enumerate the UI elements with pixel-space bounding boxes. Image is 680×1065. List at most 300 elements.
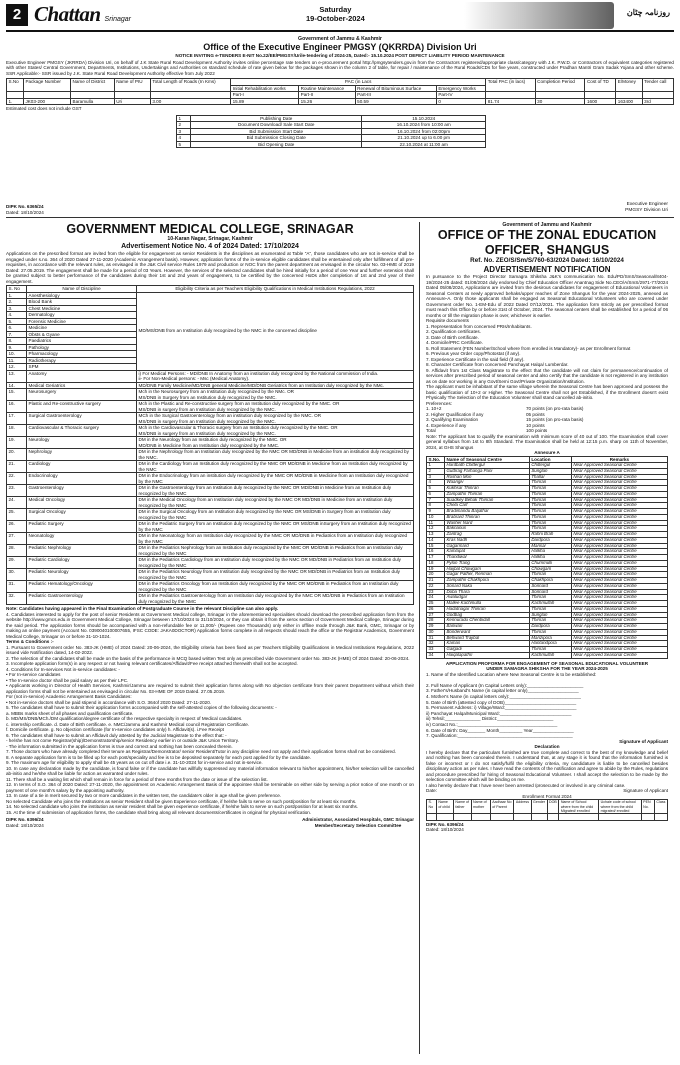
cell: Near Approved Seasonal Centre <box>571 612 667 618</box>
term-item: a. MBBs marks sheet of all phases and qualification certificate. <box>6 710 134 716</box>
term-item: 1. Pursuant to Government order No. 383-JK (HME) of 2024 Dated: 20-06-2024, the Eligibility criteria has been fixed as per Teachers Eligibility Qualifications in Medical Institutions Regulations, 2022 issued vide Notification dated, 14-02-2022. <box>6 644 414 655</box>
pref-points: 10 points <box>526 422 545 428</box>
cell: 28. <box>7 545 27 557</box>
zeo-advertisement <box>426 222 668 1054</box>
table-row <box>7 401 414 413</box>
cell: 1. <box>7 292 27 299</box>
cell: 21. <box>7 461 27 473</box>
pref-label: 3. Qualifying Examination <box>426 417 479 423</box>
cell: 32. <box>7 593 27 605</box>
cell: Gastroenterology <box>27 485 137 497</box>
cell: Document Download/ Sale Start Date <box>191 122 362 129</box>
zeo-pref-heading: Preferences: <box>426 400 453 406</box>
cell: Cardiology <box>27 461 137 473</box>
cell: Mch in the Neurosurgery from an Institution duly recognized by the NMc. OR MS/DNB in Surgery from an Institution duly recognized by the NMC. <box>137 389 414 401</box>
gmc-sign2: Member/Secretary Selection Committee <box>314 822 402 828</box>
form-line: 6. Date of Birth: Day_______ Month_________ Year________________ <box>426 727 574 733</box>
cell: Near Approved Seasonal Centre <box>571 503 667 509</box>
cell: 8. <box>7 338 27 345</box>
cell <box>599 814 642 821</box>
cell: Zantrag <box>445 532 530 538</box>
gmc-para-4: 4. Candidates interested to apply for the post of senior Residents at Government Medical college, Srinagar in the aforementioned specialities should download the prescribed application form from the website http://www.gmcs.edu.in Government Medical College, Srinagar between 17/10/2024 to 31/10/2024, or they can obtain it from the xerox section of Government Medical College, Srinagar during the said period. The application forms should be accompanied with a non-refundable fee or 11,000/- (Rupees one Thousands) only either in offline mode through J&K Bank, GMC, Srinagar or by making an online payment (Account No. 0390040100007655, IFSC CODE: JAKA0DOCTOR) Application forms complete in all respects should reach the office or the Registrar Academics, Government Medical College, Srinagar on or before 31-10-1024. <box>6 611 414 639</box>
cell: Dermatology <box>27 312 137 319</box>
cell <box>471 814 490 821</box>
cell <box>490 814 514 821</box>
cell: Near Approved Seasonal Centre <box>571 537 667 543</box>
cell: 23. <box>7 485 27 497</box>
cell: Kukhsar Thinran <box>445 486 530 492</box>
term-item: 2. The selection of the candidates shall be made on the basis of the performance in MCQ based written Test only as prescribed vide Government order No. 383-JK (HME) Of 2024 Dated: 20-06-2024. <box>6 655 410 661</box>
pref-points: 70 points (on pro-rata basis) <box>526 406 584 412</box>
cell: 11. <box>7 357 27 364</box>
table-row <box>7 533 414 545</box>
cell: Halkha <box>529 549 571 555</box>
cell: Pediatric Surgery <box>27 521 137 533</box>
cell: 28 <box>427 618 445 624</box>
cell: i) For Medical Persons: - MD/DNB In Anatomy from an institution duly recognized by the National commission of India. ii- For Non-Medical persons: - Msc (Medical Anatomy). <box>137 370 414 382</box>
cell: 32 <box>427 641 445 647</box>
cell: Kras Nadh <box>445 537 530 543</box>
cell: Endocrinology <box>27 473 137 485</box>
cell: Near Approved Seasonal Centre <box>571 629 667 635</box>
term-item: • Applicants working in Director of Health Services, Kashmir/Jammu are required to submit their application forms along with No objection certificate from their parent Department without which their application forms shall not be entertained as envisaged in circular No. 03-HME OF 2019 Dated. 27.05.2019. <box>6 683 414 694</box>
cell: Haiqalapathri <box>445 652 530 658</box>
newspaper-logo: Chattan <box>34 2 101 27</box>
cell: Bradimandu Baljathar <box>445 509 530 515</box>
th-pac-sub: Initial Rehabilitation works <box>231 85 299 92</box>
term-item: • For In-service candidates <box>6 672 61 677</box>
cell: Surgical Gastroenterology <box>27 413 137 425</box>
cell: Kennuradu Chenbidall <box>445 618 530 624</box>
cell: Waangiv <box>445 480 530 486</box>
cell: 2 <box>177 122 191 129</box>
cell: 15.10.2024 <box>362 115 486 122</box>
cell: Thinran <box>529 520 571 526</box>
annexure-heading: Annexure A <box>534 450 560 456</box>
cell: Chakhpora <box>529 578 571 584</box>
cell: 16.10.2024 from 10:00 am <box>362 122 486 129</box>
tender-table <box>6 78 674 105</box>
issue-date <box>306 5 365 24</box>
cell: Publishing Date <box>191 115 362 122</box>
pref-points: 15 points (on pro-rata basis) <box>526 417 584 423</box>
schedule-table <box>176 115 486 149</box>
cell: Thandiwal <box>445 555 530 561</box>
cell: Near Approved Seasonal Centre <box>571 589 667 595</box>
cell: Near Approved Seasonal Centre <box>571 578 667 584</box>
cell: Near Approved Seasonal Centre <box>571 520 667 526</box>
table-row <box>7 413 414 425</box>
cell: 15. <box>7 389 27 401</box>
list-item: 7. Experience Certificate in the said field (if any). <box>426 356 525 362</box>
cell: DM in the Pediatrics Gastroenterology from an Institution duly recognized by the NMC OR MD/DNB in Pediatrics from an Institution duly recognized by the NMC <box>137 593 414 605</box>
tender-sign2: PMGSY Division Uri <box>625 208 668 214</box>
table-row <box>7 389 414 401</box>
th-centre: Name of Seasonal Centre <box>445 456 530 463</box>
cell: 50.59 <box>355 98 436 105</box>
th-length: Total Length of Roads (In Kms) <box>150 79 230 92</box>
cell: 14. <box>7 382 27 389</box>
cell: 81.74 <box>486 98 535 105</box>
cell: Near Approved Seasonal Centre <box>571 491 667 497</box>
term-item: 11. There shall be a waiting list which shall remain in force for a period of three months from the date or issue of the selection list. <box>6 776 268 782</box>
th-emoney: E/Money <box>616 79 642 92</box>
table-row <box>7 569 414 581</box>
cell: Near Approved Seasonal Centre <box>571 566 667 572</box>
cell: Thinran <box>529 497 571 503</box>
gmc-intro: Applications on the prescribed format are invited from the eligible for engagement as senior Residents in the disciplines as enumerated at Table "A", those candidates who are not in-service shall be engaged under s.no. 364 of 2020 Dated 27-11-2020 (Academic Arrangement basis). However, application forms of the in-service eligible candidates shall be entertained only after fulfillment of all pre-requisites, in accordance with the relevant rules, as envisaged in the J&K Civil service Rules 1979 and production or NOC from the parent department as envisaged in the circular No. 03-HME of 2019 Dated: 27.05.2019. The engagement shall be made for a period of 03 Years. However, the services of the selected candidates shall be hired initially for a period of one Year and further extension shall be granted subject to better performance of the candidates during their 1st and 2nd years of engagement, to be certified by the concerned HoDs after completion of 1st and 2nd year of their engagement. <box>6 251 414 284</box>
cell: 2. <box>7 299 27 306</box>
th-location: Location <box>529 456 571 463</box>
cell: Pediatric Nephrology <box>27 545 137 557</box>
tender-dated: Dated: 18/10/2024 <box>6 209 44 215</box>
cell: Chittergul <box>529 463 571 469</box>
cell: Gagar Pather, Renman <box>445 572 530 578</box>
cell: 18. <box>7 425 27 437</box>
tender-dipk: DIPK No. 6365/24 <box>6 203 44 209</box>
cell: 5 <box>427 486 445 492</box>
term-item: 15. At the time of submission of application forms, the candidate shall bring along all relevant documents/certificates in original for physical verification. <box>6 809 312 815</box>
cell: Thinran <box>529 509 571 515</box>
cell: Neurology <box>27 437 137 449</box>
table-row <box>7 509 414 521</box>
cell: PEN No. <box>641 800 654 814</box>
cell: 14 <box>427 537 445 543</box>
table-row <box>7 461 414 473</box>
cell: 24 <box>427 595 445 601</box>
cell: Medical Geriatrics <box>27 382 137 389</box>
cell: Doba Thara <box>445 589 530 595</box>
pref-label: Total <box>426 428 436 434</box>
zeo-preferences <box>426 406 668 434</box>
cell <box>427 814 437 821</box>
cell: Haijbal Chowgam <box>445 566 530 572</box>
cell: DM in the Cardiology from an Institution duly recognized by the NMC OR MD/DNB in Medicine from an Institution duly recognized by the NMC <box>137 461 414 473</box>
list-item: 6. Previous year Order copy/Photostat (if any). <box>426 351 521 357</box>
table-row <box>7 437 414 449</box>
cell: Thinran <box>529 480 571 486</box>
cell: Baknanus <box>445 526 530 532</box>
cell: 17 <box>427 555 445 561</box>
cell: Near Approved Seasonal Centre <box>571 549 667 555</box>
cell: 6 <box>427 491 445 497</box>
cell: 30. <box>7 569 27 581</box>
term-item: 3. Incomplete application form(s) in any respect or not having relevant certificates/Affidavit/Fee receipt attached therewith shall not be accepted. <box>6 661 298 666</box>
cell: 30 <box>427 629 445 635</box>
gmc-discipline-table <box>6 285 414 605</box>
cell: Galgadi <box>445 647 530 653</box>
cell: 22. <box>7 473 27 485</box>
cell: Sonnard <box>529 589 571 595</box>
table-row <box>7 370 414 382</box>
cell: Obsts & Gyane <box>27 331 137 338</box>
term-item: • Not in-service doctors shall be paid stipend in accordance with S.O. 364of 2020 Dated: 27-11-2020. <box>6 699 212 705</box>
cell: Kamas <box>445 641 530 647</box>
cell: Rahni Brah <box>529 532 571 538</box>
tender-sign1: Executive Engineer <box>626 202 668 208</box>
cell: 13. <box>7 370 27 382</box>
zeo-eligibility: The applicant must be inhabitant of the same village wherein the Seasonal Centre has been approved and possess the basic qualification of 10+2 or Higher. The Seasonal Centre shall not get Established, if the Enrollment doesn't exist Physically The Selection of the Education Volunteer shall stand cancelled ab-initio. <box>426 384 668 401</box>
cell: Thinran <box>529 526 571 532</box>
cell: Near Approved Seasonal Centre <box>571 532 667 538</box>
cell: Thinran <box>529 618 571 624</box>
cell: Name of father <box>453 800 471 814</box>
th-pac: PAC (in Lacs <box>231 79 486 86</box>
cell: Near Approved Seasonal Centre <box>571 595 667 601</box>
th-part: Part-III <box>355 92 436 99</box>
cell <box>453 814 471 821</box>
cell: Near Approved Seasonal Centre <box>571 509 667 515</box>
cell: Awaludgar <box>445 595 530 601</box>
enrolment-heading: Enrollment Format 2024 <box>522 793 572 799</box>
cell: Sonnard <box>529 583 571 589</box>
th-pac-sub: Routine Maintenance <box>299 85 356 92</box>
term-item: No selected Candidate who joins the Institutions as senior Resident shall be given Experience certificate, if he/she fails to serve on such post/position for at least six months. <box>6 798 357 804</box>
cell: 20. <box>7 449 27 461</box>
cell: Near Approved Seasonal Centre <box>571 647 667 653</box>
urdu-logo-banner <box>464 2 614 29</box>
table-row <box>7 593 414 605</box>
cell: Dardpora <box>529 624 571 630</box>
cell: 20 <box>427 572 445 578</box>
cell: 6. <box>7 325 27 332</box>
gst-note: Estimated cost does not include GST <box>6 106 82 112</box>
cell: Near Approved Seasonal Centre <box>571 606 667 612</box>
list-item: 1. Representation from concerned PRIs/Inhabitants. <box>426 323 532 329</box>
cell: 0 <box>436 98 485 105</box>
cell: Godbag <box>445 612 530 618</box>
sig-applicant-1: Signature of Applicant <box>619 738 668 744</box>
cell: 9. <box>7 344 27 351</box>
term-item: b. MD/MS/DNB/MCh./DM qualification/degree certificate of the respective specialty in respect of Medical candidates. <box>6 716 243 721</box>
cell: Near Approved Seasonal Centre <box>571 514 667 520</box>
cell: 25. <box>7 509 27 521</box>
list-item: 5. Roll Statement (FEN Number/School where from enrolled is Mandatory)- as per Enrollment format <box>426 345 631 351</box>
cell: Suadkey Behak Thinran <box>445 497 530 503</box>
tender-govt: Government of Jammu & Kashmir <box>298 36 382 42</box>
term-item: 13. In case of a tie in merit secured by two or more candidates in the written test, the candidate's older in age shall be given preference. <box>6 793 282 798</box>
pref-label: 2. Higher Qualification if any <box>426 411 484 417</box>
cell: 22.10.2024 at 11:00 am <box>362 141 486 148</box>
cell: 33 <box>427 647 445 653</box>
declaration-text-2: I also hereby declare that I have never been arrested /prosecuted or involved in any criminal case. <box>426 782 626 788</box>
cell: Medical Oncology <box>27 497 137 509</box>
cell: 26 <box>427 606 445 612</box>
cell: Near Approved Seasonal Centre <box>571 463 667 469</box>
cell: Nephrology <box>27 449 137 461</box>
form-line: 2. Full Name of Applicant (In Capital Letters only):______________________ <box>426 682 584 688</box>
cell: 30 <box>535 98 585 105</box>
cell: Pediatric Cardiology <box>27 557 137 569</box>
cell <box>559 814 599 821</box>
cell: 21 <box>427 578 445 584</box>
cell: 7 <box>427 497 445 503</box>
cell: 5. <box>7 318 27 325</box>
tender-title: Office of the Executive Engineer PMGSY (QKRRDA) Division Uri <box>203 42 477 53</box>
cell: 10 <box>427 514 445 520</box>
zeo-intro: In pursuance to the Project Director Samagra Shiksha J&K's communication No. Edu/PD/SmS/Seasonal/8404-19/2024-25 dated: 01/08/2024 duly endorsed by Chief Education Officer Anantnag Side No.CEO/A/SmS/2971-77/2024 Dated 05/08/2024, Applications are invited from the desirous candidates for engagement of Educational Volunteers in Seasonal Centers at newly approved behaks/upper reaches of Zone Shangus for the year 2024-2025, annexed as Annexure-A. Only those applicants shall be engaged as Seasonal Educational Volunteers who are covered under Government order No. 1-EM-Edu of 2022 Dated 07/12/2021. The application form strictly as per prescribed format must reach this Office by or before 31st of October, 2024. The seasonal centers shall be established for a period of 06 months or till the migration phase is over, whichever is earlier. <box>426 274 668 318</box>
cell: Thinran <box>529 503 571 509</box>
form-line: 5. Permanent Address: i) Village/Ward:____________________________ <box>426 705 577 711</box>
cell: Baramulla <box>71 98 115 105</box>
cell: 9 <box>427 509 445 515</box>
th-cost-td: Cost of TD <box>585 79 616 92</box>
table-row <box>7 425 414 437</box>
cell: Near Approved Seasonal Centre <box>571 497 667 503</box>
table-row <box>7 557 414 569</box>
zeo-dated: Dated: 18/10/2024 <box>426 827 464 833</box>
th-pac-sub: Emergency Works <box>436 85 485 92</box>
cell: 2 <box>427 468 445 474</box>
cell: Thinran <box>529 486 571 492</box>
cell: Near Approved Seasonal Centre <box>571 601 667 607</box>
cell: Cardiovascular & Thoracic surgery <box>27 425 137 437</box>
list-item: 9. Affidavit from 1st Class Magistrate to the effect that the candidate will not claim for permanence/continuation of services after prescribed period of seasonal center and also certify that the candidate is not registered in any institution as on date nor working in any Govt/Semi Govt/Private Organization/Institution. <box>426 367 668 384</box>
cell: 3 <box>177 128 191 135</box>
cell: Roshan Mon <box>445 474 530 480</box>
th-sno: S. No <box>7 286 27 293</box>
cell: Near Approved Seasonal Centre <box>571 652 667 658</box>
pref-points: 100 points <box>526 428 548 434</box>
cell: SPM <box>27 364 137 371</box>
zeo-requisites <box>426 324 668 385</box>
cell: Bid Opening Date <box>191 141 362 148</box>
cell: Near Approved Seasonal Centre <box>571 555 667 561</box>
cell: 15 <box>427 543 445 549</box>
cell: Mch in the Cardiovascular & Thoracic surgery from an Institution duly recognized by the NMC. OR MS/DNB in surgery from an Institution duly recognized by the NMC. <box>137 425 414 437</box>
cell: Near Approved Seasonal Centre <box>571 486 667 492</box>
th-part: Part-I <box>231 92 299 99</box>
cell: Near Approved Seasonal Centre <box>571 526 667 532</box>
cell: Kachmullah <box>529 601 571 607</box>
cell: 21.10.2024 up to 6.00 pm <box>362 135 486 142</box>
cell <box>514 814 531 821</box>
cell: DM in the Gastroenterology from an Institution duly recognized by the NMC OR MD/DNB in Medicine from an Institution duly recognized by the NMC <box>137 485 414 497</box>
cell: DM in the Pediatrics Nephrology from an Institution duly recognized by the NMC OR MD/DNB in Pediatrics from an Institution duly recognized by the NMC <box>137 545 414 557</box>
cell: Anesthesiology <box>27 292 137 299</box>
cell: 10. <box>7 351 27 358</box>
cell: 16 <box>427 549 445 555</box>
cell: 25 <box>427 601 445 607</box>
cell: 1. <box>7 98 24 105</box>
cell <box>436 814 453 821</box>
gmc-sign1: Administrator, Associated Hospitals, GMC Srinagar <box>302 817 414 822</box>
cell: Sunglan <box>529 612 571 618</box>
table-row <box>7 545 414 557</box>
cell <box>531 814 547 821</box>
gmc-title: GOVERNMENT MEDICAL COLLEGE, SRINAGAR <box>66 222 354 236</box>
cell: Blood Bank <box>27 299 137 306</box>
cell: Near Approved Seasonal Centre <box>571 624 667 630</box>
th-part: Part-II <box>299 92 356 99</box>
cell: Pediatric Neurology <box>27 569 137 581</box>
issue-date-value: 19-October-2024 <box>306 14 365 24</box>
cell: Chummulli <box>529 560 571 566</box>
cell: Gender <box>531 800 547 814</box>
pref-points: 05 points <box>526 411 545 417</box>
form-line: iii) Tehsil:______________ District:______________________ <box>426 716 554 722</box>
cell: 18 <box>427 560 445 566</box>
cell: 23 <box>427 589 445 595</box>
cell: Radiotherapy <box>27 357 137 364</box>
tender-notice-line: NOTICE INVITING e-TENDERS E-NIT No.22/EE/PMGSY/Urile-tendering of 2024-25, Dated:- 15.10.2024 POST DEFECT LIABILITY PERIOD MAINTENANCE <box>175 53 505 59</box>
cell: Near Approved Seasonal Centre <box>571 572 667 578</box>
cell: 3 <box>427 474 445 480</box>
cell: Mch in the Plastic and Re-constructive surgery from an Institution duly recognized by the NMC. OR MS/DNB in surgery from an Institution duly recognized by the NMC. <box>137 401 414 413</box>
form-line: iv) Contact No.:_______________________________________ <box>426 721 558 727</box>
cell: Manzipora <box>529 635 571 641</box>
cell: Dardpora <box>529 537 571 543</box>
term-item: 12. In terms of S.O. 364 of 2020 Dated: 27-11-2020, the appointment on Academic Arrangement Basis of the appointee shall be terminable on either side by serving a prior notice of one month or on payment of one month's salary by the appointing authority. <box>6 782 414 793</box>
term-item: • The In-service doctor shall be paid salary as per their LPC. <box>6 677 129 683</box>
date-label: Date: <box>426 788 437 794</box>
cell: Chowgam <box>529 566 571 572</box>
cell: Name of School where from the child Migrated/ enrolled <box>559 800 599 814</box>
cell: Class <box>654 800 667 814</box>
cell: 4 <box>177 135 191 142</box>
zeo-req-heading: Requisite documents <box>426 318 469 324</box>
application-form <box>426 672 668 739</box>
cell: Aadhaar No of Parent <box>490 800 514 814</box>
gmc-advertisement <box>6 222 420 1054</box>
cell: Thinran <box>529 491 571 497</box>
cell: Near Approved Seasonal Centre <box>571 543 667 549</box>
cell: Forensic Medicine <box>27 318 137 325</box>
th-package: Package Number <box>23 79 70 92</box>
cell: DM in the Surgical Oncology from an Institution duly recognized by the NMC OR MS/DNB in Surgery from an Institution duly recognized by the NMC <box>137 509 414 521</box>
table-row <box>427 652 668 658</box>
cell: Address <box>514 800 531 814</box>
cell: 5 <box>177 141 191 148</box>
th-remarks: Remarks <box>571 456 667 463</box>
zeo-heading: ADVERTISEMENT NOTIFICATION <box>483 264 611 274</box>
cell: 12 <box>427 526 445 532</box>
cell: Gutbrag Farhanga Pani <box>445 468 530 474</box>
form-line: 5. Date of Birth (attested copy of DOB)____________________________ <box>426 699 577 705</box>
th-completion: Completion Period <box>535 79 585 92</box>
cell: Plastic and Re-constructive surgery <box>27 401 137 413</box>
cell: 4 <box>427 480 445 486</box>
cell: MD/DNB Family Medicine/MD/DNB general Medicine/MD/DNB Geriatrics from an Institution duly recognized by the NMc. <box>137 382 414 389</box>
cell: DM in the Pediatrics Cardiology from an Institution duly recognized by the NMC OR MD/DNB in Pediatrics from an Institution duly recognized by the NMC <box>137 557 414 569</box>
cell: Thinran <box>529 647 571 653</box>
cell: DM in the Neurology from an Institution duly recognized by the NMC. OR MD/DNB in Medicine from an Institution duly recognized by the NMC. <box>137 437 414 449</box>
cell: Bonderward <box>445 629 530 635</box>
cell: Anatomy <box>27 370 137 382</box>
table-row <box>7 473 414 485</box>
th-part: Part-IV <box>436 92 485 99</box>
th-tender-call: Tender call <box>642 79 673 92</box>
cell: Behward Trajibal <box>445 635 530 641</box>
cell: 1 <box>427 463 445 469</box>
cell: Brabrard Thinran <box>445 514 530 520</box>
term-item: - he/she has not come Registrar(ship)/Demonstratorship/senior Residency earlier in or outside J&K Union Territory. <box>6 738 239 743</box>
table-row <box>7 521 414 533</box>
cell: Near Approved Seasonal Centre <box>571 635 667 641</box>
gmc-address: 10-Karan Nagar, Srinagar, Kashmir <box>167 236 253 243</box>
cell: 27. <box>7 533 27 545</box>
cell: Name of mother <box>471 800 490 814</box>
cell: Uri <box>114 98 150 105</box>
cell: 26. <box>7 521 27 533</box>
gmc-notice-no: Advertisement Notice No. 4 of 2024 Dated: 17/10/2024 <box>121 242 299 250</box>
term-item: 6. The candidates shall have to submit an Affidavit duly attested by the Judicial Magistrate to the effect that: - <box>6 732 227 738</box>
page-number: 2 <box>6 4 28 26</box>
gmc-dated: Dated: 18/10/2024 <box>6 822 44 828</box>
term-item: For (not in-service) Academic Arrangement Basis Candidates: <box>6 694 132 699</box>
cell: 22 <box>427 583 445 589</box>
cell: MCh in the Surgical Gastroenterology from an institution duly recognized by the NMC. OR MS/DNB in surgery from an Institution duly recognized by the NMC. <box>137 413 414 425</box>
